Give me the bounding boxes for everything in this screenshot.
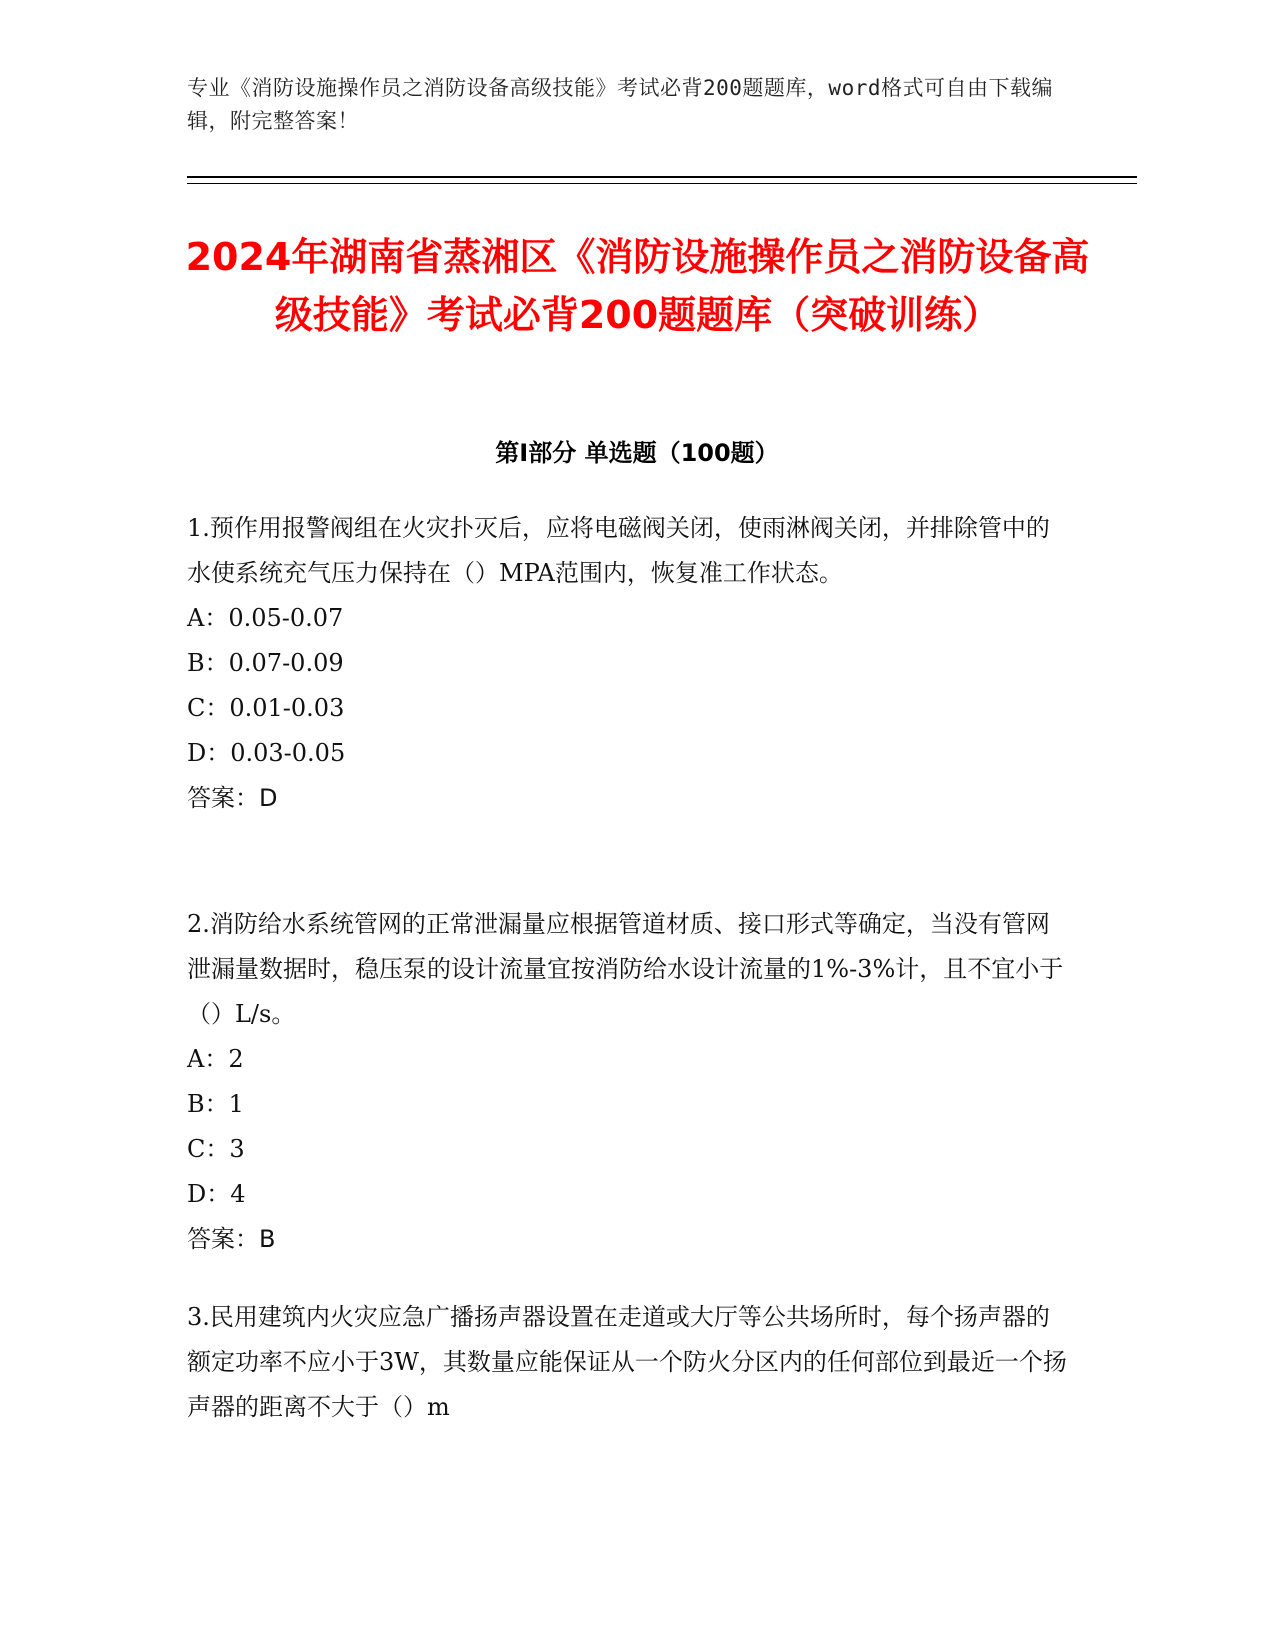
answer: 答案：B [187,1225,276,1253]
option-c: C：3 [187,1135,245,1163]
question-2 [187,902,1067,1262]
document-title: 2024年湖南省蒸湘区《消防设施操作员之消防设备高级技能》考试必背200题题库（突破训练） [185,235,1090,337]
option-a: A：0.05-0.07 [187,604,344,632]
question-text: 3.民用建筑内火灾应急广播扬声器设置在走道或大厅等公共场所时，每个扬声器的额定功率不应小于3W，其数量应能保证从一个防火分区内的任何部位到最近一个扬声器的距离不大于（）m [187,1303,1067,1421]
option-b: B：0.07-0.09 [187,649,344,677]
answer: 答案：D [187,784,278,812]
option-c: C：0.01-0.03 [187,694,345,722]
option-d: D：0.03-0.05 [187,739,346,767]
header-divider-thin [187,183,1137,184]
section-title: 第Ⅰ部分 单选题（100题） [495,439,779,467]
question-text: 1.预作用报警阀组在火灾扑灭后，应将电磁阀关闭，使雨淋阀关闭，并排除管中的水使系统充气压力保持在（）MPA范围内，恢复准工作状态。 [187,514,1050,587]
option-d: D：4 [187,1180,246,1208]
header-divider [187,176,1137,178]
question-3 [187,1295,1067,1430]
option-a: A：2 [187,1045,244,1073]
header-note: 专业《消防设施操作员之消防设备高级技能》考试必背200题题库，word格式可自由下载编辑，附完整答案！ [187,76,1053,133]
question-1 [187,506,1067,821]
question-text: 2.消防给水系统管网的正常泄漏量应根据管道材质、接口形式等确定，当没有管网泄漏量数据时，稳压泵的设计流量宜按消防给水设计流量的1%-3%计，且不宜小于（）L/s。 [187,910,1064,1028]
option-b: B：1 [187,1090,244,1118]
